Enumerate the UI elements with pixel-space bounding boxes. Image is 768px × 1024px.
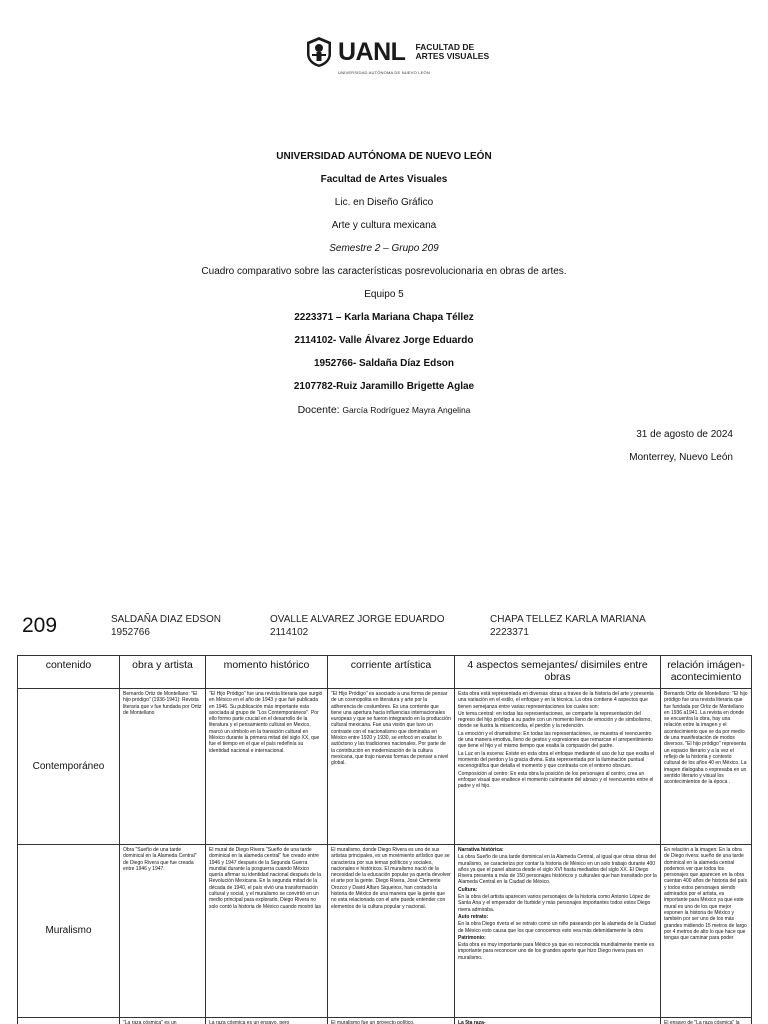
header-obra-artista: obra y artista (120, 656, 206, 689)
semester-group: Semestre 2 – Grupo 209 (329, 243, 439, 254)
aspect-heading: Narrativa histórica: (458, 847, 504, 853)
table-row (18, 1018, 752, 1024)
cell-obra: Bernardo Ortiz de Montellano: "El hijo pródigo" (1936-1941): Revista literaria que v fue fundada por Ortiz de Montellano (120, 689, 206, 845)
degree-name: Lic. en Diseño Gráfico (334, 197, 434, 208)
teacher-label: Docente: (297, 404, 340, 416)
aspect-heading: Cultura: (458, 886, 478, 893)
teacher-line (0, 404, 768, 416)
university-name: UNIVERSIDAD AUTÓNOMA DE NUEVO LEÓN (276, 151, 492, 162)
faculty-logo-text (415, 43, 489, 62)
group-number: 209 (22, 614, 58, 637)
aspect-paragraph: Composición al centro: En esta obra la posición de los personajes al centro, crea un enfoque visual que enaltece el momento culminante del abrazo y el reencuentro entre el padre y el hijo. (458, 770, 654, 790)
cell-momento: El mural de Diego Rivera "Sueño de una tarde dominical en la alameda central" fue creado entre 1946 y 1947 después de la Segunda Guerra mundial durante la posguerra cuando México quería afirmar su identidad nacional después de la Revolución Mexicana. En la segunda mitad de la década de 1940, el país vivió una transformación cultural y social, y el muralismo se convirtió en un medio principal para explorarlo, Diego Rivera no solo contó la historia de México cuando mostró las (206, 845, 328, 1018)
aspect-paragraph: Esta obra está representada en diversas obras a traves de la historia del arte y presenta una variación en el estilo, el enfoque y en la técnica. La obra contiene 4 aspectos que tienen semejanza entre varias representaciones los cuales son: (458, 691, 654, 710)
member-name: OVALLE ALVAREZ JORGE EDUARDO (270, 614, 445, 625)
member-name: CHAPA TELLEZ KARLA MARIANA (490, 614, 646, 625)
assignment-title: Cuadro comparativo sobre las características posrevolucionaria en obras de artes. (201, 266, 567, 277)
table-row (18, 689, 752, 845)
header-contenido: contenido (18, 656, 120, 689)
member-id: 1952766 (111, 627, 150, 638)
row-label (18, 1018, 120, 1024)
table-header-row (18, 656, 752, 689)
uanl-subtitle: UNIVERSIDAD AUTÓNOMA DE NUEVO LEÓN (338, 69, 430, 75)
header-momento-historico: momento histórico (206, 656, 328, 689)
aspect-paragraph: En la obra del artista aparecen varios personajes de la historia como Antonio López de Santa Ana y el emperador de Iturbide y más personajes importantes todos estos Diego rivera admiraba. (458, 894, 651, 913)
aspect-heading: La 5ta raza- (458, 1020, 486, 1024)
cell-momento: "El Hijo Pródigo" fue una revista literaria que surgió en México en el año de 1943 y que fué publicada en 1946. Su publicación más importante esta asociada al grupo de "Los Contemporáneos". Por ello formo parte crucial en el desarrollo de la literatura y el pensamiento cultural en Mexico, marcó un símbolo en la transición cultural en México durante la primera mitad del siglo XX, que fue el tiempo en el que el país redefinía su identidad nacional e internacional. (206, 689, 328, 845)
cell-aspectos (455, 689, 661, 845)
cell-relacion: El ensayo de "La raza cósmica" la (661, 1018, 752, 1024)
aspect-paragraph: Esta obra es muy importante para México ya que es reconocida mundialmente mente es importante para reconocer uno de los grandes aporte que hizo Diego rivera para en muralismo. (458, 942, 655, 961)
row-label: Contemporáneo (18, 689, 120, 845)
aspect-paragraph: Un tema central: en todas las representaciones, se comparte la representación del regreso del hijo pródigo a su padre con un momento lleno de emoción y de simbolismo, donde se ilustra la misericordia, el perdón y la redención. (458, 710, 652, 730)
cell-aspectos (455, 1018, 661, 1024)
header-relacion: relación imágen-acontecimiento (661, 656, 752, 689)
aspect-heading: Patrimonio: (458, 934, 486, 941)
cell-corriente: El muralismo fue un proyecto político, (328, 1018, 455, 1024)
aspect-paragraph: La Luz en la escena: Existe en esta obra el enfoque mediante el uso de luz que exalta el momento del perdon y la gracia divina. Esta representada por la iluminación puntual escenográfica que detalla el momento y que contrasta con el entorno obscuro. (458, 750, 655, 770)
comparative-table (17, 655, 752, 1024)
university-seal-icon (304, 36, 334, 68)
aspect-paragraph: La emoción y el dramatismo: En todas las representaciones, se muestra el reencuentro de una manera emotiva, lleno de gestos y expresiones que remarcan el arrepentimiento que tiene el hijo y el mismo tiempo que exalta la compasión del padre. (458, 730, 653, 750)
aspect-paragraph: En la obra Diego rivera el se retrato como un niño paseando por la alameda de la Ciudad de México esto causa que los que conocemos esto vea más detenidamente la obra (458, 921, 656, 934)
faculty-logo-line1: FACULTAD DE (415, 41, 475, 52)
cell-aspectos (455, 845, 661, 1018)
header-corriente-artistica: corriente artística (328, 656, 455, 689)
student-3: 1952766- Saldaña Díaz Edson (313, 358, 455, 369)
cell-obra: Obra "Sueño de una tarde dominical en la Alameda Central" de Diego Rivera que fue creada entre 1946 y 1947. (120, 845, 206, 1018)
cell-obra: "La raza cósmica" es un (120, 1018, 206, 1024)
aspect-paragraph: La obra Sueño de una tarde dominical en la Alameda Central, al igual que otras obras del muralismo, se caracteriza por contar la historia de México en un solo trabajo durante 400 años ya que el panel abarca desde el siglo XVI hasta mediados del siglo XX. El Diego Rivera presenta a más de 150 personajes históricos y culturales que han transitado por la Alameda Central en la Ciudad de México. (458, 854, 657, 886)
cell-corriente: El muralismo, donde Diego Rivera es uno de sus artistas principales, es un movimiento artístico que se caracteriza por sus temas políticos y sociales, nacionales e históricos. El muralismo nació de la necesidad de la educación popular ya quería devolver el arte por la gente. Diego Rivera, José Clemente Orozco y David Alfaro Siqueiros, han contado la historia de México de una manera que la gente que no esta relacionada con el arte puede entender con elementos de la cultura popular y nacional. (328, 845, 455, 1018)
faculty-name: Facultad de Artes Visuales (320, 174, 448, 185)
student-4: 2107782-Ruiz Jaramillo Brigette Aglae (293, 381, 475, 392)
faculty-logo-line2: ARTES VISUALES (415, 51, 490, 61)
member-2 (270, 613, 445, 639)
document-date: 31 de agosto de 2024 (636, 429, 733, 440)
table-row (18, 845, 752, 1018)
cell-relacion: Bernardo Ortiz de Montellano: "El hijo pródigo fue una revista literaria que fue fundada por Ortiz de Montellano en 1936 a1941. La revista en donde se encuentra la obra, hay una relación entre la imagen y el acontecimiento que se da por medio de una manifestación de modos diversos. "El hijo pródigo" representa un espacio literario y a la vez el reflejo de la historia y contexto cultural de los años 40 en México. La imagen dialogaba o expresaba en un sentido literario y visual los acontecimientos de la época . (661, 689, 752, 845)
team-name: Equipo 5 (364, 289, 404, 300)
member-3 (490, 613, 646, 639)
cell-corriente: "El Hijo Pródigo" es asociado a una forma de pensar de un cosmopolita en literatura y arte por la adherencia de costumbres. Es una corriente que tiene una apertura hacia influencias internacionales europeas y que se fueron integrando en la producción cultural mexicana. Fue una visión que tuvo un contraste con el nacionalismo que dominaba en México entre 1920 y 1930, se enfocó en exaltar lo autóctono y las tradiciones nacionales. Por parte de la contribución en modernización de la cultura mexicana, que trajo nuevas formas de pensar a nivel global. (328, 689, 455, 845)
member-1 (111, 613, 221, 639)
member-id: 2223371 (490, 627, 529, 638)
uanl-logo (304, 36, 490, 75)
document-place: Monterrey, Nuevo León (629, 452, 733, 463)
header-aspectos: 4 aspectos semejantes/ disimiles entre obras (455, 656, 661, 689)
member-id: 2114102 (270, 627, 309, 638)
student-1: 2223371 – Karla Mariana Chapa Téllez (294, 312, 474, 323)
uanl-wordmark: UANL (338, 37, 406, 66)
member-name: SALDAÑA DIAZ EDSON (111, 614, 222, 625)
teacher-name: García Rodríguez Mayra Angelina (342, 405, 471, 415)
aspect-heading: Auto retrato: (458, 913, 489, 920)
course-name: Arte y cultura mexicana (331, 220, 437, 231)
cell-momento: La raza cósmica es un ensayo, pero (206, 1018, 328, 1024)
student-2: 2114102- Valle Álvarez Jorge Eduardo (294, 335, 474, 346)
cell-relacion: En relación a la imagen: En la obra de Diego rivera: sueño de una tarde dominical en la alameda central podemos ver que todos los personajes que aparecen en la obra cuentan 400 años de historia del país y todos estos personajes siendo admirados por el artista, es importante para México ya que este mural es uno de los que mejor exponen la historia de México y también por ser uno de los más grandes midiendo 15 metros de largo por 4 metros de alto lo que hace que tengas que caminar para poder (661, 845, 752, 1018)
row-label: Muralismo (18, 845, 120, 1018)
comparative-table-wrapper (17, 655, 751, 1024)
